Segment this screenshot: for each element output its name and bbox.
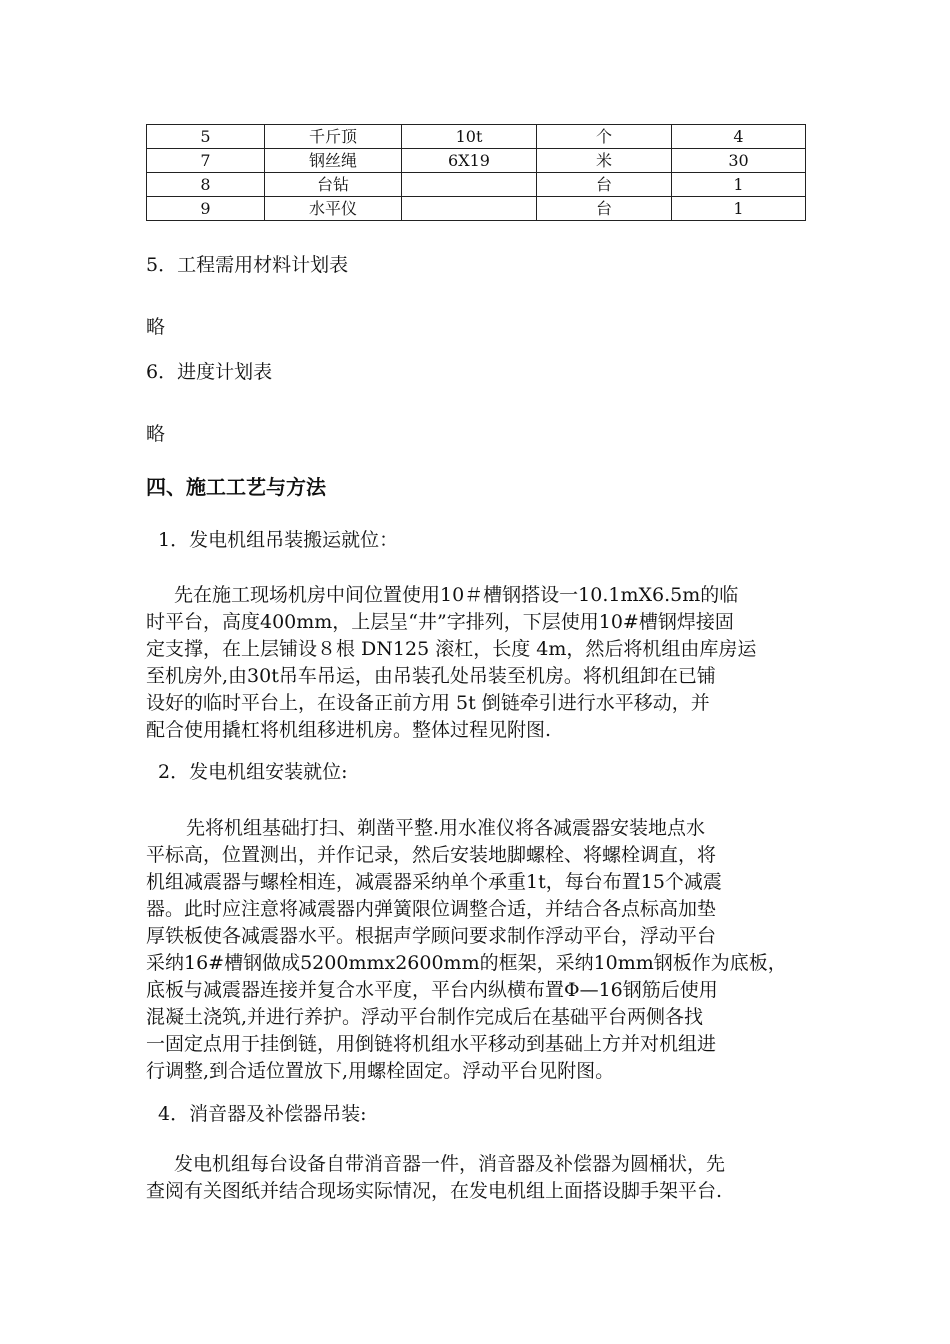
table-cell-unit: 个 — [537, 125, 672, 149]
paragraph-line: 发电机组每台设备自带消音器一件，消音器及补偿器为圆桶状，先 — [174, 1153, 726, 1175]
table-cell-name: 钢丝绳 — [265, 149, 402, 173]
table-row — [147, 149, 806, 173]
table-cell-no: 5 — [147, 125, 265, 149]
paragraph-line: 底板与减震器连接并复合水平度，平台内纵横布置Φ—16钢筋后使用 — [146, 979, 718, 1001]
equipment-table — [146, 124, 806, 221]
table-cell-unit: 米 — [537, 149, 672, 173]
section-5-body: 略 — [146, 316, 166, 338]
paragraph-line: 采纳16#槽钢做成5200mmx2600mm的框架，采纳10mm钢板作为底板， — [146, 952, 787, 974]
table-cell-name: 台钻 — [265, 173, 402, 197]
table-cell-unit: 台 — [537, 197, 672, 221]
paragraph-line: 行调整,到合适位置放下,用螺栓固定。浮动平台见附图。 — [146, 1060, 615, 1082]
table-cell-name: 千斤顶 — [265, 125, 402, 149]
table-cell-spec: 6X19 — [402, 149, 537, 173]
item-2-title: 2．发电机组安装就位: — [158, 761, 348, 783]
paragraph-line: 器。此时应注意将减震器内弹簧限位调整合适，并结合各点标高加垫 — [146, 898, 717, 920]
paragraph-line: 设好的临时平台上，在设备正前方用 5t 倒链牵引进行水平移动，并 — [146, 692, 710, 714]
paragraph-line: 配合使用撬杠将机组移进机房。整体过程见附图. — [146, 719, 552, 741]
paragraph-line: 平标高，位置测出，并作记录，然后安装地脚螺栓、将螺栓调直，将 — [146, 844, 717, 866]
item-1-title: 1．发电机组吊装搬运就位： — [158, 529, 399, 551]
section-6-title: 6．进度计划表 — [146, 361, 273, 383]
table-cell-no: 7 — [147, 149, 265, 173]
paragraph-line: 至机房外,由30t吊车吊运，由吊装孔处吊装至机房。将机组卸在已铺 — [146, 665, 716, 687]
section-5-title: 5．工程需用材料计划表 — [146, 254, 349, 276]
table-cell-unit: 台 — [537, 173, 672, 197]
table-cell-spec: 10t — [402, 125, 537, 149]
item-4-title: 4．消音器及补偿器吊装: — [158, 1103, 367, 1125]
paragraph-line: 机组减震器与螺栓相连，减震器采纳单个承重1t，每台布置15个减震 — [146, 871, 722, 893]
paragraph-line: 定支撑，在上层铺设８根 DN125 滚杠，长度 4m，然后将机组由库房运 — [146, 638, 757, 660]
item-2-paragraph — [146, 815, 806, 1085]
paragraph-line: 一固定点用于挂倒链，用倒链将机组水平移动到基础上方并对机组进 — [146, 1033, 717, 1055]
item-1-paragraph — [146, 582, 806, 744]
table-cell-qty: 30 — [672, 149, 806, 173]
paragraph-line: 时平台，高度400mm，上层呈“井”字排列，下层使用10#槽钢焊接固 — [146, 611, 734, 633]
table-cell-no: 8 — [147, 173, 265, 197]
table-row — [147, 125, 806, 149]
paragraph-line: 厚铁板使各减震器水平。根据声学顾问要求制作浮动平台，浮动平台 — [146, 925, 717, 947]
table-cell-name: 水平仪 — [265, 197, 402, 221]
table-cell-qty: 1 — [672, 173, 806, 197]
chapter-4-heading: 四、施工工艺与方法 — [146, 475, 326, 499]
table-row — [147, 173, 806, 197]
section-6-body: 略 — [146, 423, 166, 445]
paragraph-line: 先将机组基础打扫、剃凿平整.用水准仪将各减震器安装地点水 — [186, 817, 706, 839]
paragraph-line: 先在施工现场机房中间位置使用10＃槽钢搭设一10.1mX6.5m的临 — [174, 584, 739, 606]
table-cell-qty: 4 — [672, 125, 806, 149]
table-cell-qty: 1 — [672, 197, 806, 221]
table-cell-spec — [402, 173, 537, 197]
paragraph-line: 查阅有关图纸并结合现场实际情况，在发电机组上面搭设脚手架平台. — [146, 1180, 723, 1202]
item-4-paragraph — [146, 1151, 806, 1205]
paragraph-line: 混凝土浇筑,并进行养护。浮动平台制作完成后在基础平台两侧各找 — [146, 1006, 704, 1028]
table-cell-spec — [402, 197, 537, 221]
table-cell-no: 9 — [147, 197, 265, 221]
table-row — [147, 197, 806, 221]
